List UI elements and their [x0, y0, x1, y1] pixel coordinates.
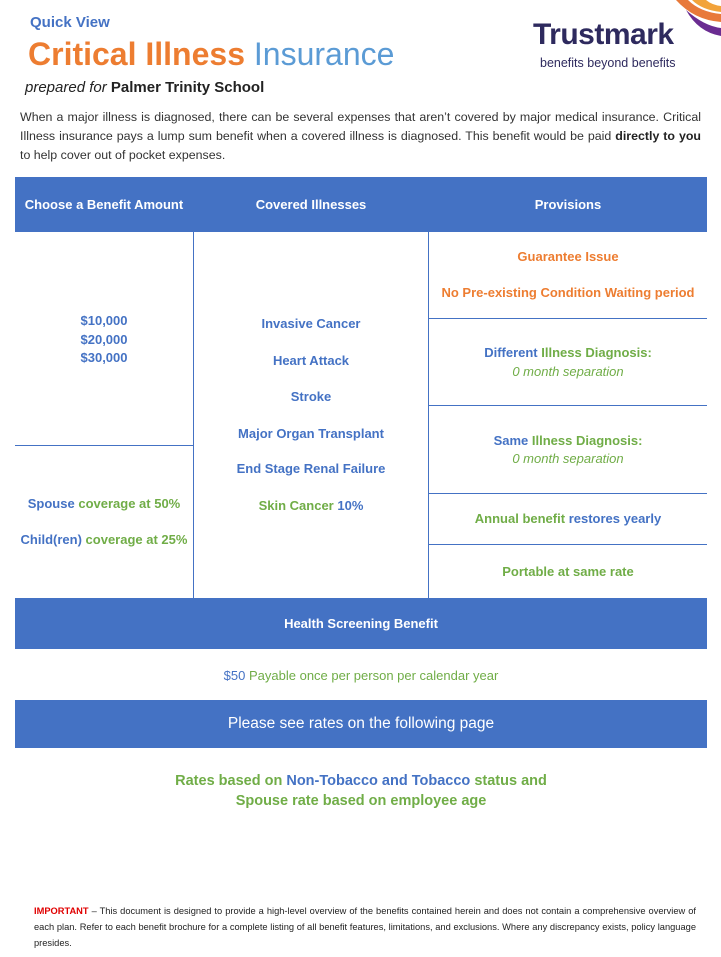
rates-note [15, 771, 707, 811]
header-provisions: Provisions [429, 177, 707, 232]
benefit-amount: $10,000 [80, 313, 128, 328]
spouse-label: Spouse [27, 496, 75, 511]
row-divider [15, 445, 193, 446]
children-coverage [15, 532, 193, 547]
page-title [28, 36, 394, 73]
health-screening-amount: $50 [223, 667, 246, 683]
rates-note-line2: Spouse rate based on employee age [235, 793, 487, 809]
rates-note-line1 [15, 771, 707, 791]
rates-band: Please see rates on the following page [15, 700, 707, 748]
restores-yearly-label: restores yearly [568, 511, 662, 526]
illness-item: Stroke [290, 389, 332, 404]
same-diagnosis [429, 433, 707, 448]
different-diagnosis [429, 345, 707, 360]
row-divider [429, 493, 707, 494]
important-label: IMPORTANT [34, 906, 89, 916]
illness-item: Major Organ Transplant [238, 426, 384, 441]
annual-benefit [429, 511, 707, 526]
row-divider [429, 544, 707, 545]
different-label: Different [484, 345, 538, 360]
row-divider [429, 318, 707, 319]
tobacco-status: Non-Tobacco and Tobacco [286, 773, 471, 789]
trustmark-logo: Trustmark [533, 18, 674, 51]
children-percent: coverage at 25% [85, 532, 188, 547]
same-separation: 0 month separation [512, 451, 624, 466]
quick-view-label: Quick View [30, 14, 110, 31]
column-divider [193, 232, 194, 598]
skin-cancer-percent: 10% [337, 498, 364, 513]
swoosh-logo-icon [672, 0, 721, 40]
health-screening-band: Health Screening Benefit [15, 598, 707, 649]
benefits-table [15, 177, 707, 598]
school-name: Palmer Trinity School [110, 79, 265, 96]
health-screening-text: Payable once per person per calendar year [249, 667, 499, 683]
spouse-percent: coverage at 50% [78, 496, 181, 511]
benefit-amount: $20,000 [80, 331, 128, 347]
intro-bold: directly to you [615, 129, 701, 143]
same-label: Same [493, 433, 529, 448]
no-preexisting: No Pre-existing Condition Waiting period [441, 285, 695, 300]
row-divider [429, 405, 707, 406]
illness-item: Heart Attack [272, 353, 350, 368]
spouse-coverage [15, 496, 193, 511]
different-separation: 0 month separation [512, 364, 624, 379]
logo-tagline: benefits beyond benefits [540, 56, 676, 70]
health-screening-detail [15, 652, 707, 698]
header-covered-illnesses: Covered Illnesses [193, 177, 429, 232]
illness-item-skin-cancer [194, 498, 428, 513]
skin-cancer-label: Skin Cancer [258, 498, 334, 513]
intro-text-1: When a major illness is diagnosed, there can be several expenses that aren’t covered by major medical insurance. Critical Illness insurance pays a lump sum benefit when a covered illness is diagnosed. This benefit would be paid [20, 110, 701, 143]
illness-diagnosis-label: Illness Diagnosis: [541, 345, 652, 360]
illness-item: End Stage Renal Failure [236, 461, 386, 476]
important-text: – This document is designed to provide a high-level overview of the benefits contained herein and does not contain a comprehensive overview of each plan. Refer to each benefit brochure for a complete listing of all benefit features, limitations, and exclusions. Where any discrepancy exists, policy language presides. [34, 906, 696, 948]
children-label: Child(ren) [20, 532, 82, 547]
illness-diagnosis-label: Illness Diagnosis: [531, 433, 643, 448]
header-benefit-amount: Choose a Benefit Amount [15, 177, 193, 232]
annual-benefit-label: Annual benefit [474, 511, 566, 526]
prepared-for-label: prepared for [25, 79, 107, 96]
status-and: status and [474, 773, 547, 789]
title-insurance: Insurance [253, 36, 395, 72]
benefit-amount: $30,000 [80, 350, 128, 365]
benefit-amounts [15, 312, 193, 368]
rates-based-on: Rates based on [175, 773, 283, 789]
intro-text-2: to help cover out of pocket expenses. [20, 148, 226, 162]
intro-paragraph [20, 108, 701, 165]
important-disclaimer [34, 903, 696, 951]
portable-rate: Portable at same rate [502, 564, 634, 579]
illness-item: Invasive Cancer [261, 316, 361, 331]
title-critical-illness: Critical Illness [28, 36, 245, 72]
guarantee-issue: Guarantee Issue [517, 249, 619, 264]
prepared-for-line [25, 79, 264, 96]
